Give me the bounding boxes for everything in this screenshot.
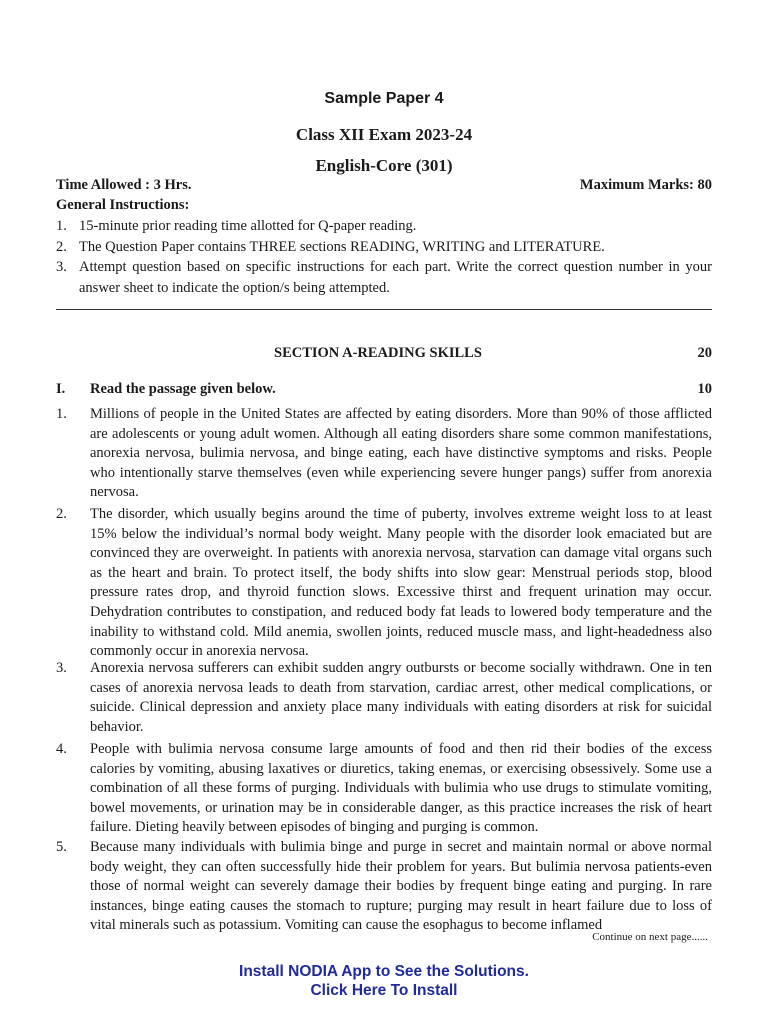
passage-paragraph xyxy=(56,838,712,936)
instructions-list xyxy=(56,216,712,298)
instruction-item xyxy=(56,237,712,258)
instruction-text: Attempt question based on specific instructions for each part. Write the correct question number in your answer sheet to indicate the option/s being attempted. xyxy=(79,259,712,296)
install-app-link[interactable]: Install NODIA App to See the Solutions. xyxy=(239,963,529,980)
passage-paragraph xyxy=(56,740,712,838)
paragraph-text: People with bulimia nervosa consume large amounts of food and then rid their bodies of the excess calories by vomiting, abusing laxatives or diuretics, taking enemas, or exercising obsessively. Some use a combination of all these forms of purging. Individuals with bulimia who use drugs to stimulate vomiting, bowel movements, or urination may be in considerable danger, as this practice increases the risk of heart failure. Dieting heavily between episodes of binging and purging is common. xyxy=(90,741,712,836)
instruction-text: The Question Paper contains THREE sections READING, WRITING and LITERATURE. xyxy=(79,238,605,255)
instruction-number: 3. xyxy=(56,259,67,275)
paragraph-number: 4. xyxy=(56,741,67,757)
exam-title: Class XII Exam 2023-24 xyxy=(295,125,473,144)
question-marks: 10 xyxy=(697,381,712,397)
divider-line xyxy=(56,309,712,310)
passage-paragraph xyxy=(56,505,712,662)
instructions-heading: General Instructions: xyxy=(56,197,190,213)
paper-title: Sample Paper 4 xyxy=(324,90,444,107)
instruction-number: 1. xyxy=(56,218,67,234)
paragraph-text: Anorexia nervosa sufferers can exhibit sudden angry outbursts or become socially withdrawn. One in ten cases of anorexia nervosa leads to death from starvation, cardiac arrest, other medical complications, or suicide. Clinical depression and anxiety place many individuals with eating disorders at risk for suicidal behavior. xyxy=(90,660,712,735)
section-marks: 20 xyxy=(697,345,712,361)
section-title: SECTION A-READING SKILLS xyxy=(274,345,482,361)
maximum-marks: Maximum Marks: 80 xyxy=(579,177,712,193)
question-text: Read the passage given below. xyxy=(90,381,276,397)
passage-paragraph xyxy=(56,659,712,737)
instruction-item xyxy=(56,257,712,298)
paragraph-number: 1. xyxy=(56,406,67,422)
instruction-number: 2. xyxy=(56,238,67,255)
continue-note: Continue on next page...... xyxy=(592,931,708,943)
subject-title: English-Core (301) xyxy=(315,156,453,175)
paragraph-number: 3. xyxy=(56,660,67,676)
click-to-install-link[interactable]: Click Here To Install xyxy=(310,982,458,999)
time-allowed: Time Allowed : 3 Hrs. xyxy=(56,177,192,193)
paragraph-text: Because many individuals with bulimia binge and purge in secret and maintain normal or above normal body weight, they can often successfully hide their problem for years. But bulimia nervosa patients-even those of normal weight can severely damage their bodies by frequent binge eating and purging. In rare instances, binge eating causes the stomach to rupture; purging may result in heart failure due to loss of vital minerals such as potassium. Vomiting can cause the esophagus to become inflamed xyxy=(90,839,712,934)
paragraph-number: 5. xyxy=(56,839,67,855)
paragraph-number: 2. xyxy=(56,506,67,522)
paragraph-text: Millions of people in the United States are affected by eating disorders. More than 90% of those afflicted are adolescents or young adult women. Although all eating disorders share some common manifestations, anorexia nervosa, bulimia nervosa, and binge eating, each have distinctive symptoms and risks. People who intentionally starve themselves (even while experiencing severe hunger pangs) suffer from anorexia nervosa. xyxy=(90,406,712,501)
instruction-item xyxy=(56,216,712,237)
passage-paragraph xyxy=(56,405,712,503)
paragraph-text: The disorder, which usually begins around the time of puberty, involves extreme weight loss to at least 15% below the individual’s normal body weight. Many people with the disorder look emaciated but are convinced they are overweight. In patients with anorexia nervosa, starvation can damage vital organs such as the heart and brain. To protect itself, the body shifts into slow gear: Menstrual periods stop, blood pressure rates drop, and thyroid function slows. Excessive thirst and frequent urination may occur. Dehydration contributes to constipation, and reduced body fat leads to lowered body temperature and the inability to withstand cold. Mild anemia, swollen joints, reduced muscle mass, and light-headedness also commonly occur in anorexia nervosa. xyxy=(90,506,712,660)
question-number: I. xyxy=(56,381,66,397)
exam-meta-row xyxy=(56,177,712,194)
instruction-text: 15-minute prior reading time allotted for Q-paper reading. xyxy=(79,218,417,234)
